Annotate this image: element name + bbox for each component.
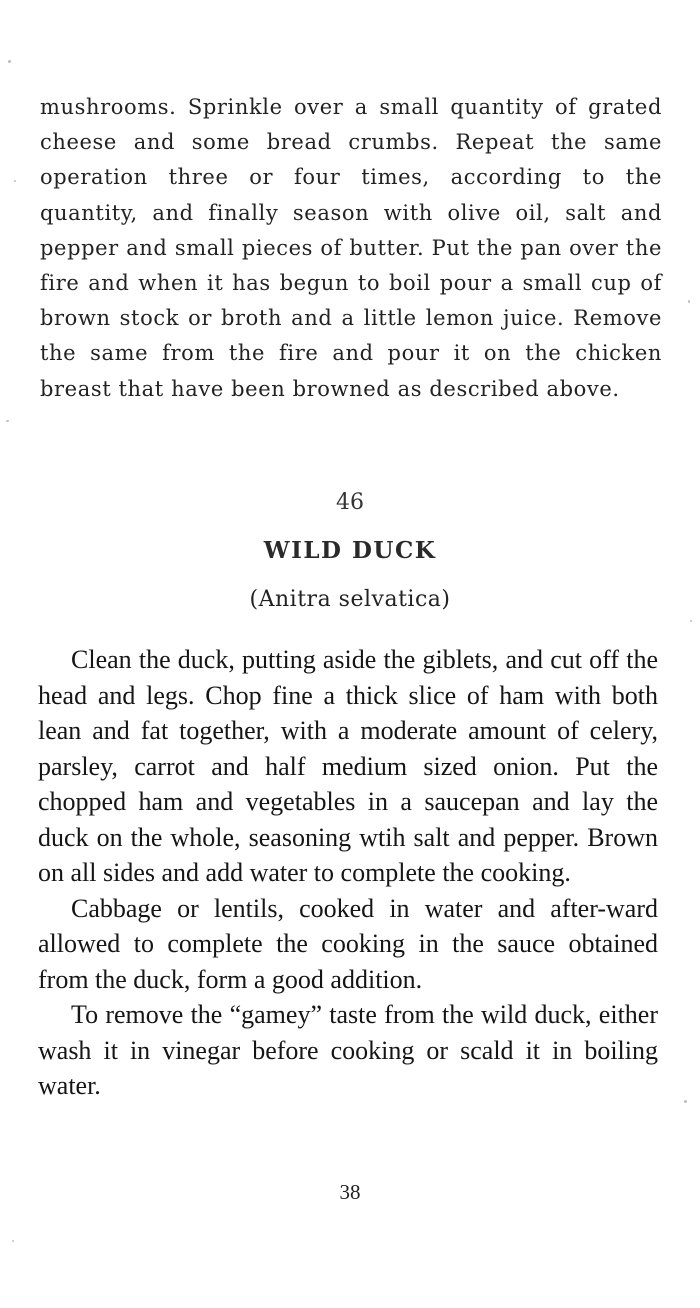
paper-speckle [14,180,16,182]
recipe-paragraph: To remove the “gamey” taste from the wild duck, either wash it in vinegar before cooking or scald it in boiling water. [38,1000,658,1100]
recipe-body [38,642,658,1104]
continued-paragraph: mushrooms. Sprinkle over a small quantity of grated cheese and some bread crumbs. Repeat the same operation three or four times, according to the quantity, and finally season with olive oil, salt and pepper and small pieces of butter. Put the pan over the fire and when it has begun to boil pour a small cup of brown stock or broth and a little lemon juice. Remove the same from the fire and pour it on the chicken breast that have been browned as described above. [40,95,662,401]
paper-speckle [688,300,690,303]
recipe-paragraph: Cabbage or lentils, cooked in water and after-ward allowed to complete the cooking in the sauce obtained from the duck, form a good addition. [38,893,658,994]
page-number: 38 [339,1180,361,1204]
paper-speckle [12,1240,14,1242]
recipe-number: 46 [336,490,364,515]
paper-speckle [690,620,692,622]
recipe-title: WILD DUCK [263,537,437,564]
paper-speckle [684,1100,687,1103]
recipe-subtitle: (Anitra selvatica) [249,587,451,612]
recipe-paragraph: Clean the duck, putting aside the giblets, and cut off the head and legs. Chop fine a thick slice of ham with both lean and fat together, with a moderate amount of celery, parsley, carrot and half medium sized onion. Put the chopped ham and vegetables in a saucepan and lay the duck on the whole, seasoning wtih salt and pepper. Brown on all sides and add water to complete the cooking. [38,645,658,887]
paper-speckle [6,420,9,422]
paper-speckle [8,60,11,63]
